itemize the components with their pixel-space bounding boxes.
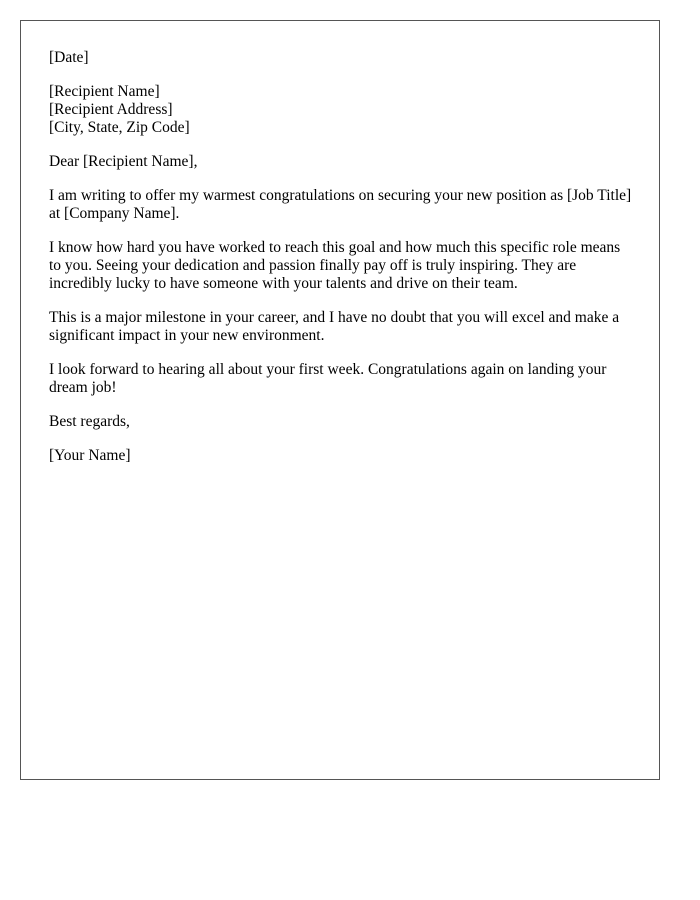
closing: Best regards, [49, 413, 130, 430]
paragraph-hard-work: I know how hard you have worked to reach this goal and how much this specific role means to you. Seeing your dedication and passion finally pay off is truly inspiring. They are incredibly lucky to have someone with your talents and drive on their team. [49, 239, 621, 292]
paragraph-look-forward: I look forward to hearing all about your first week. Congratulations again on landing your dream job! [49, 361, 607, 396]
recipient-address: [Recipient Address] [49, 101, 173, 118]
letter-body [49, 49, 634, 481]
letter-date: [Date] [49, 49, 89, 66]
recipient-block [49, 83, 634, 137]
paragraph-milestone: This is a major milestone in your career, and I have no doubt that you will excel and make a significant impact in your new environment. [49, 309, 620, 344]
salutation: Dear [Recipient Name], [49, 153, 198, 170]
recipient-city-state-zip: [City, State, Zip Code] [49, 119, 190, 136]
signature: [Your Name] [49, 447, 131, 464]
paragraph-congratulations: I am writing to offer my warmest congratulations on securing your new position as [Job Title] at [Company Name]. [49, 187, 632, 222]
letter-page [20, 20, 660, 780]
recipient-name: [Recipient Name] [49, 83, 160, 100]
